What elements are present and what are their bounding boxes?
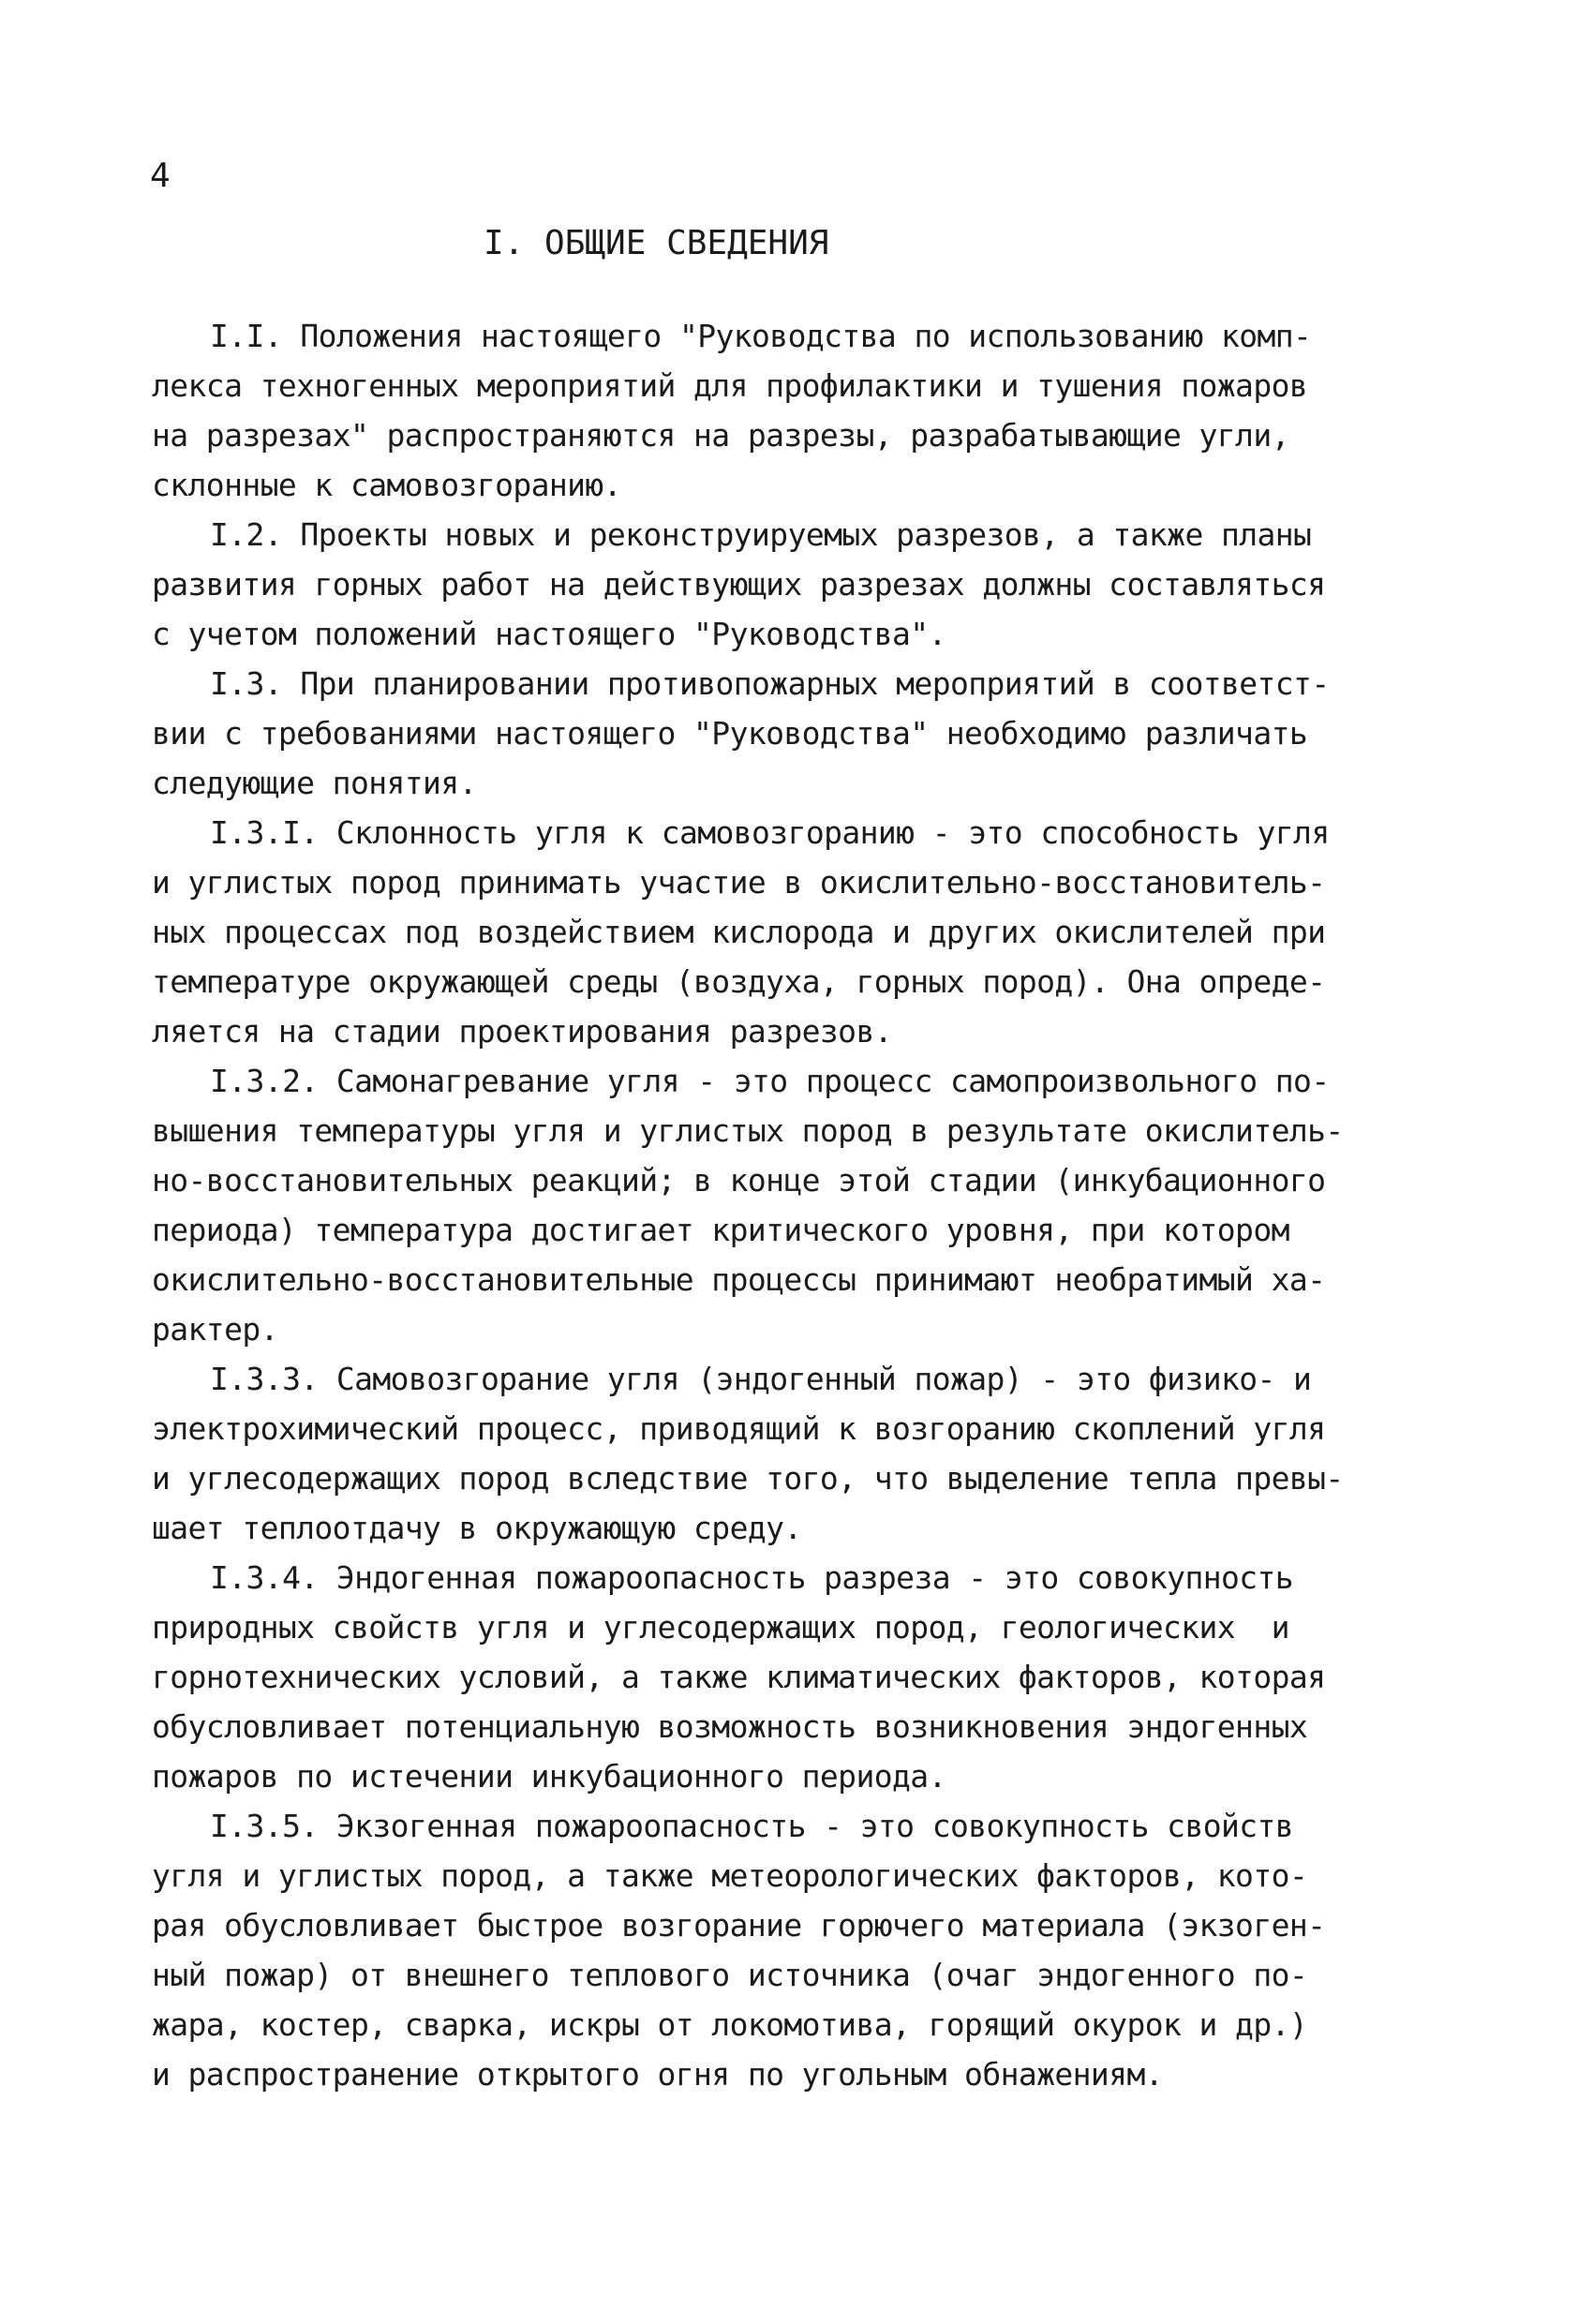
text-line: периода) температура достигает критического уровня, при котором xyxy=(152,1212,1289,1248)
text-line: ляется на стадии проектирования разрезов. xyxy=(152,1013,892,1050)
text-line: природных свойств угля и углесодержащих пород, геологических и xyxy=(152,1609,1289,1646)
text-line: вии с требованиями настоящего "Руководства" необходимо различать xyxy=(152,715,1308,752)
paragraph-1-2 xyxy=(152,510,1445,659)
text-line: следующие понятия. xyxy=(152,765,477,801)
text-line: температуре окружающей среды (воздуха, горных пород). Она опреде- xyxy=(152,963,1326,1000)
text-line: и углесодержащих пород вследствие того, что выделение тепла превы- xyxy=(152,1460,1344,1497)
text-line: и распространение открытого огня по угольным обнажениям. xyxy=(152,2056,1163,2093)
text-line: вышения температуры угля и углистых пород в результате окислитель- xyxy=(152,1112,1344,1149)
text-line: I.3. При планировании противопожарных мероприятий в соответст- xyxy=(210,665,1330,702)
paragraph-1-3 xyxy=(152,659,1445,808)
text-line: лекса техногенных мероприятий для профилактики и тушения пожаров xyxy=(152,367,1308,404)
paragraph-1-1 xyxy=(152,311,1445,510)
text-line: окислительно-восстановительные процессы принимают необратимый ха- xyxy=(152,1261,1326,1298)
text-line: I.2. Проекты новых и реконструируемых разрезов, а также планы xyxy=(210,516,1312,553)
paragraph-1-3-1 xyxy=(152,808,1445,1056)
text-line: шает теплоотдачу в окружающую среду. xyxy=(152,1510,802,1546)
text-line: и углистых пород принимать участие в окислительно-восстановитель- xyxy=(152,864,1326,901)
text-line: жара, костер, сварка, искры от локомотива, горящий окурок и др.) xyxy=(152,2006,1308,2043)
text-line: электрохимический процесс, приводящий к возгоранию скоплений угля xyxy=(152,1410,1326,1447)
page-number: 4 xyxy=(150,156,171,195)
text-line: но-восстановительных реакций; в конце этой стадии (инкубационного xyxy=(152,1162,1326,1199)
text-line: развития горных работ на действующих разрезах должны составляться xyxy=(152,566,1326,603)
text-line: I.3.5. Экзогенная пожароопасность - это совокупность свойств xyxy=(210,1808,1294,1844)
text-line: пожаров по истечении инкубационного периода. xyxy=(152,1758,946,1795)
text-line: горнотехнических условий, а также климатических факторов, которая xyxy=(152,1659,1326,1695)
paragraph-1-3-5 xyxy=(152,1801,1445,2099)
text-line: склонные к самовозгоранию. xyxy=(152,467,621,503)
text-line: с учетом положений настоящего "Руководства". xyxy=(152,616,946,652)
text-line: ный пожар) от внешнего теплового источника (очаг эндогенного по- xyxy=(152,1957,1308,1993)
text-line: I.3.3. Самовозгорание угля (эндогенный пожар) - это физико- и xyxy=(210,1361,1312,1397)
section-title: I. ОБЩИЕ СВЕДЕНИЯ xyxy=(484,224,829,262)
text-line: I.I. Положения настоящего "Руководства по использованию комп- xyxy=(210,318,1312,354)
text-line: рая обусловливает быстрое возгорание горючего материала (экзоген- xyxy=(152,1907,1326,1944)
text-line: угля и углистых пород, а также метеорологических факторов, кото- xyxy=(152,1857,1308,1894)
body-text xyxy=(152,311,1445,2099)
text-line: I.3.I. Склонность угля к самовозгоранию - это способность угля xyxy=(210,814,1330,851)
text-line: обусловливает потенциальную возможность возникновения эндогенных xyxy=(152,1708,1308,1745)
paragraph-1-3-4 xyxy=(152,1553,1445,1801)
text-line: рактер. xyxy=(152,1311,278,1348)
text-line: I.3.4. Эндогенная пожароопасность разреза - это совокупность xyxy=(210,1559,1294,1596)
text-line: ных процессах под воздействием кислорода и других окислителей при xyxy=(152,914,1326,950)
text-line: на разрезах" распространяются на разрезы, разрабатывающие угли, xyxy=(152,417,1289,454)
paragraph-1-3-3 xyxy=(152,1354,1445,1553)
text-line: I.3.2. Самонагревание угля - это процесс самопроизвольного по- xyxy=(210,1063,1330,1099)
paragraph-1-3-2 xyxy=(152,1056,1445,1354)
